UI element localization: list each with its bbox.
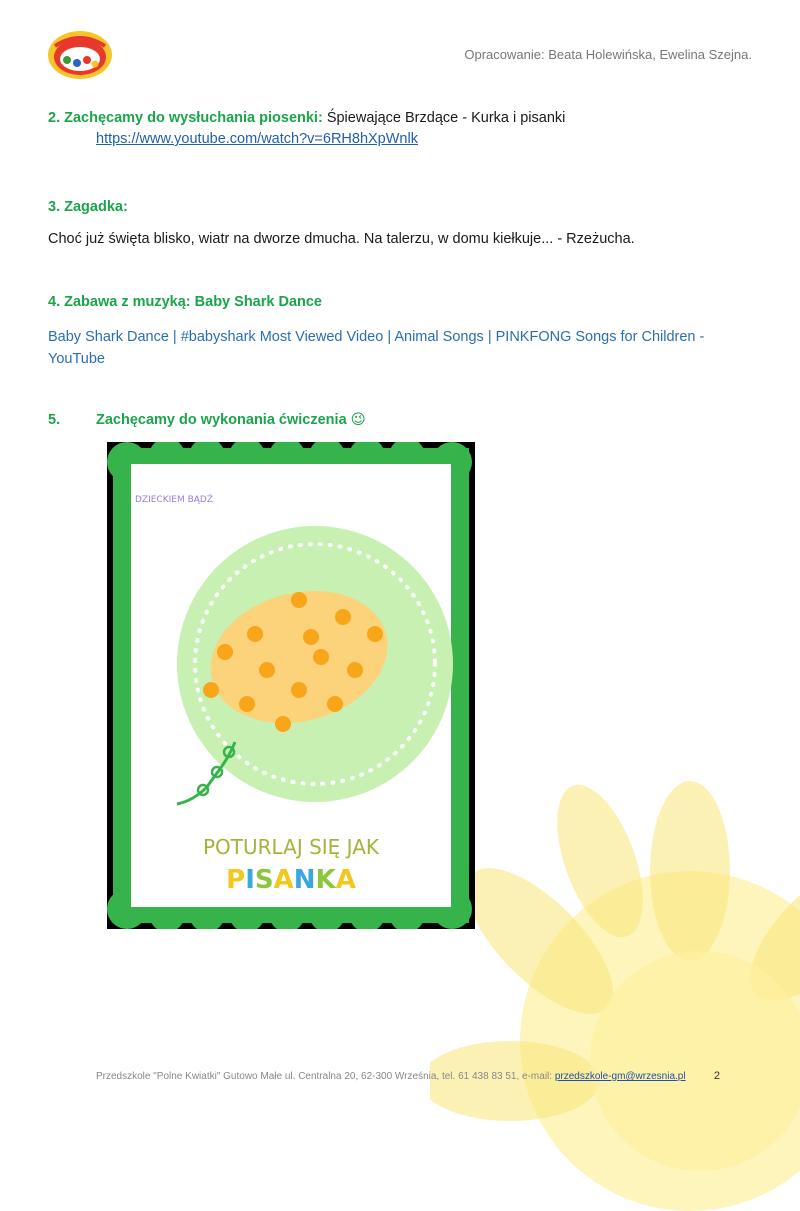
section-5-heading: Zachęcamy do wykonania ćwiczenia 😉: [96, 412, 366, 428]
section-5-number: 5.: [48, 412, 61, 428]
footer-email-link[interactable]: przedszkole-gm@wrzesnia.pl: [554, 1071, 686, 1082]
card-title-line1: POTURLAJ SIĘ JAK: [202, 835, 380, 859]
exercise-card: [107, 442, 475, 929]
sun-decoration: [430, 781, 800, 1211]
pisanka-letter: N: [293, 865, 316, 895]
wink-emoji-icon: 😉: [350, 412, 366, 428]
pisanka-letter: K: [315, 865, 336, 895]
page-number: 2: [713, 1070, 720, 1082]
baby-shark-link[interactable]: Baby Shark Dance | #babyshark Most Viewed Video | Animal Songs | PINKFONG Songs for Children - YouTube: [48, 329, 705, 367]
pisanka-letter: A: [273, 865, 294, 895]
card-title-line2: [226, 865, 356, 895]
authors-note: Opracowanie: Beata Holewińska, Ewelina Szejna.: [464, 47, 752, 62]
section-3-heading: 3. Zagadka:: [48, 199, 128, 215]
footer: Przedszkole "Polne Kwiatki" Gutowo Małe ul. Centralna 20, 62-300 Września, tel. 61 438 83 51, e-mail: przedszkole-gm@wrzesnia.pl: [96, 1071, 686, 1082]
pisanka-letter: A: [335, 865, 356, 895]
song-link[interactable]: https://www.youtube.com/watch?v=6RH8hXpWnlk: [96, 131, 418, 147]
card-illustration: [107, 442, 475, 929]
preschool-logo: [47, 30, 113, 80]
section-2-text: Śpiewające Brzdące - Kurka i pisanki: [322, 110, 566, 126]
card-brand: DZIECKIEM BĄDŹ: [135, 495, 214, 505]
pisanka-letter: I: [245, 865, 255, 895]
pisanka-letter: P: [226, 865, 246, 895]
section-2-heading: 2. Zachęcamy do wysłuchania piosenki:: [48, 110, 323, 126]
riddle-text: Choć już święta blisko, wiatr na dworze dmucha. Na talerzu, w domu kiełkuje... - Rzeżucha.: [48, 231, 635, 247]
section-4-heading: 4. Zabawa z muzyką: Baby Shark Dance: [48, 294, 322, 310]
pisanka-letter: S: [254, 865, 274, 895]
section-2: [48, 110, 565, 126]
